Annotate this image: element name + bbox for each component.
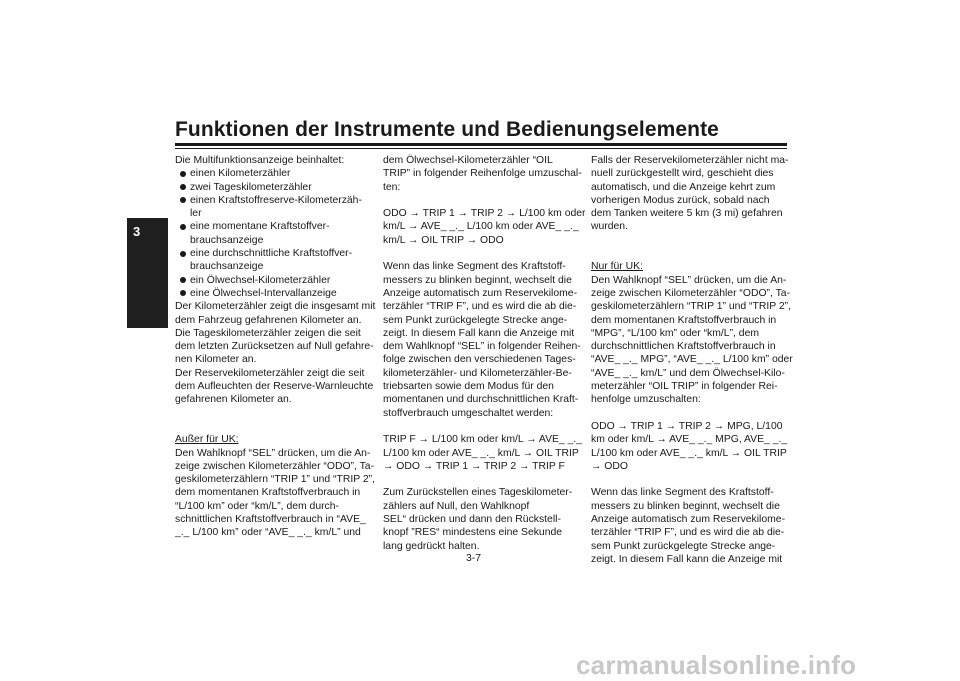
text-line: Den Wahlknopf “SEL” drücken, um die An- (175, 447, 371, 459)
text-line: “AVE_ _._ km/L” und dem Ölwechsel-Kilo- (591, 367, 785, 379)
text-line: lang gedrückt halten. (383, 540, 480, 552)
section-heading-except-uk: Außer für UK: (175, 434, 239, 446)
sequence-line: km oder km/L → AVE_ _._ MPG, AVE_ _._ (591, 434, 788, 446)
text-line: dem Aufleuchten der Reserve-Warnleuchte (175, 381, 374, 393)
text-line: stoffverbrauch umgeschaltet werden: (383, 407, 554, 419)
page-title: Funktionen der Instrumente und Bedienungselemente (175, 118, 719, 141)
text-line: sem Punkt zurückgelegte Strecke ange- (383, 314, 568, 326)
text-line: automatisch, und die Anzeige kehrt zum (591, 181, 776, 193)
text-line: geskilometerzählern “TRIP 1” und “TRIP 2”, (175, 474, 375, 486)
text-line: dem Ölwechsel-Kilometerzähler “OIL (383, 155, 553, 166)
text-line: Anzeige automatisch zum Reservekilome- (383, 287, 578, 299)
text-line: henfolge umzuschalten: (591, 394, 701, 406)
text-line: folge zwischen den verschiedenen Tages- (383, 354, 576, 366)
bullet-item: ein Ölwechsel-Kilometerzähler (175, 274, 371, 287)
text-line: triebsarten sowie dem Modus für den (383, 381, 554, 393)
text-line: dem momentanen Kraftstoffverbrauch in (175, 487, 361, 499)
text-line: dem Tanken weitere 5 km (3 mi) gefahren (591, 208, 783, 220)
sequence-line: ODO → TRIP 1 → TRIP 2 → L/100 km oder (383, 208, 586, 220)
text-line: Den Wahlknopf “SEL” drücken, um die An- (591, 274, 787, 286)
text-line: messers zu blinken beginnt, wechselt die (591, 500, 780, 512)
text-line: “MPG”, “L/100 km” oder “km/L”, dem (591, 327, 760, 339)
text-line: dem momentanen Kraftstoffverbrauch in (591, 314, 777, 326)
text-line: schnittlichen Kraftstoffverbrauch in “AVE_ (175, 514, 366, 526)
section-heading-uk-only: Nur für UK: (591, 261, 643, 273)
text-line: SEL“ drücken und dann den Rückstell- (383, 514, 561, 526)
bullet-item: eine momentane Kraftstoffver- (175, 220, 371, 233)
text-line: messers zu blinken beginnt, wechselt die (383, 274, 572, 286)
text-line: vorherigen Modus zurück, sobald nach (591, 194, 770, 206)
text-line: Die Tageskilometerzähler zeigen die seit (175, 327, 361, 339)
page-number: 3-7 (466, 553, 482, 564)
text-line: Der Reservekilometerzähler zeigt die seit (175, 367, 365, 379)
bullet-continuation: brauchsanzeige (190, 234, 264, 246)
text-line: dem Wahlknopf “SEL” in folgender Reihen- (383, 341, 581, 353)
text-line: terzähler “TRIP F”, und es wird die ab die- (591, 527, 785, 539)
sequence-line: L/100 km oder AVE_ _._ km/L → OIL TRIP (591, 447, 787, 459)
text-line: zeigt. In diesem Fall kann die Anzeige mit (383, 327, 575, 339)
chapter-tab (127, 218, 168, 328)
text-line: nuell zurückgestellt wird, geschieht dies (591, 168, 774, 180)
text-line: “AVE_ _._ MPG”, “AVE_ _._ L/100 km” oder (591, 354, 793, 366)
footer-watermark: carmanualsonline.info (576, 650, 857, 680)
sequence-line: → ODO (591, 460, 628, 472)
text-line: “L/100 km” oder “km/L”, dem durch- (175, 500, 339, 512)
text-line: meterzähler “OIL TRIP” in folgender Rei- (591, 381, 778, 393)
text-line: zeigt. In diesem Fall kann die Anzeige mit (591, 553, 783, 565)
bullet-continuation: brauchsanzeige (190, 261, 264, 273)
column-1 (175, 154, 376, 540)
text-line: zählers auf Null, den Wahlknopf (383, 500, 530, 512)
bullet-item: einen Kilometerzähler (175, 167, 371, 180)
sequence-line: TRIP F → L/100 km oder km/L → AVE_ _._ (383, 434, 583, 446)
column-3 (591, 154, 793, 566)
text-line: nen Kilometer an. (175, 354, 257, 366)
sequence-line: km/L → OIL TRIP → ODO (383, 234, 504, 246)
text-line: knopf ”RES“ mindestens eine Sekunde (383, 527, 563, 539)
chapter-number: 3 (133, 224, 141, 239)
text-line: TRIP” in folgender Reihenfolge umzuschal- (383, 168, 582, 180)
text-line: Wenn das linke Segment des Kraftstoff- (383, 261, 566, 273)
text-line: dem letzten Zurücksetzen auf Null gefahre- (175, 341, 374, 353)
text-line: wurden. (591, 221, 628, 233)
bullet-item: eine Ölwechsel-Intervallanzeige (175, 287, 371, 300)
title-rule (175, 143, 787, 146)
text-line: Falls der Reservekilometerzähler nicht ma- (591, 155, 789, 166)
text-line: _._ L/100 km” oder “AVE_ _._ km/L” und (175, 527, 361, 539)
text-line: Anzeige automatisch zum Reservekilome- (591, 514, 786, 526)
text-line: Der Kilometerzähler zeigt die insgesamt mit (175, 301, 376, 313)
sequence-line: → ODO → TRIP 1 → TRIP 2 → TRIP F (383, 460, 565, 472)
text-line: zeige zwischen Kilometerzähler “ODO”, Ta- (175, 460, 375, 472)
text-line: momentanen und durchschnittlichen Kraft- (383, 394, 579, 406)
text-line: sem Punkt zurückgelegte Strecke ange- (591, 540, 776, 552)
text-line: Zum Zurückstellen eines Tageskilometer- (383, 487, 573, 499)
sequence-line: km/L → AVE_ _._ L/100 km oder AVE_ _._ (383, 221, 579, 233)
sequence-line: ODO → TRIP 1 → TRIP 2 → MPG, L/100 (591, 420, 783, 432)
bullet-item: zwei Tageskilometerzähler (175, 181, 371, 194)
text-line: geskilometerzählern “TRIP 1” und “TRIP 2”, (591, 301, 791, 313)
bullet-continuation: ler (190, 208, 202, 220)
bullet-item: eine durchschnittliche Kraftstoffver- (175, 247, 371, 260)
bullet-item: einen Kraftstoffreserve-Kilometerzäh- (175, 194, 371, 207)
intro-text: Die Multifunktionsanzeige beinhaltet: (175, 155, 345, 166)
text-line: ten: (383, 181, 401, 193)
text-line: terzähler “TRIP F”, und es wird die ab die- (383, 301, 577, 313)
text-line: gefahrenen Kilometer an. (175, 394, 292, 406)
text-line: durchschnittlichen Kraftstoffverbrauch in (591, 341, 776, 353)
text-line: zeige zwischen Kilometerzähler “ODO”, Ta- (591, 287, 791, 299)
column-2 (383, 154, 586, 553)
sequence-line: L/100 km oder AVE_ _._ km/L → OIL TRIP (383, 447, 579, 459)
text-line: kilometerzähler- und Kilometerzähler-Be- (383, 367, 572, 379)
text-line: Wenn das linke Segment des Kraftstoff- (591, 487, 774, 499)
text-line: dem Fahrzeug gefahrenen Kilometer an. (175, 314, 362, 326)
